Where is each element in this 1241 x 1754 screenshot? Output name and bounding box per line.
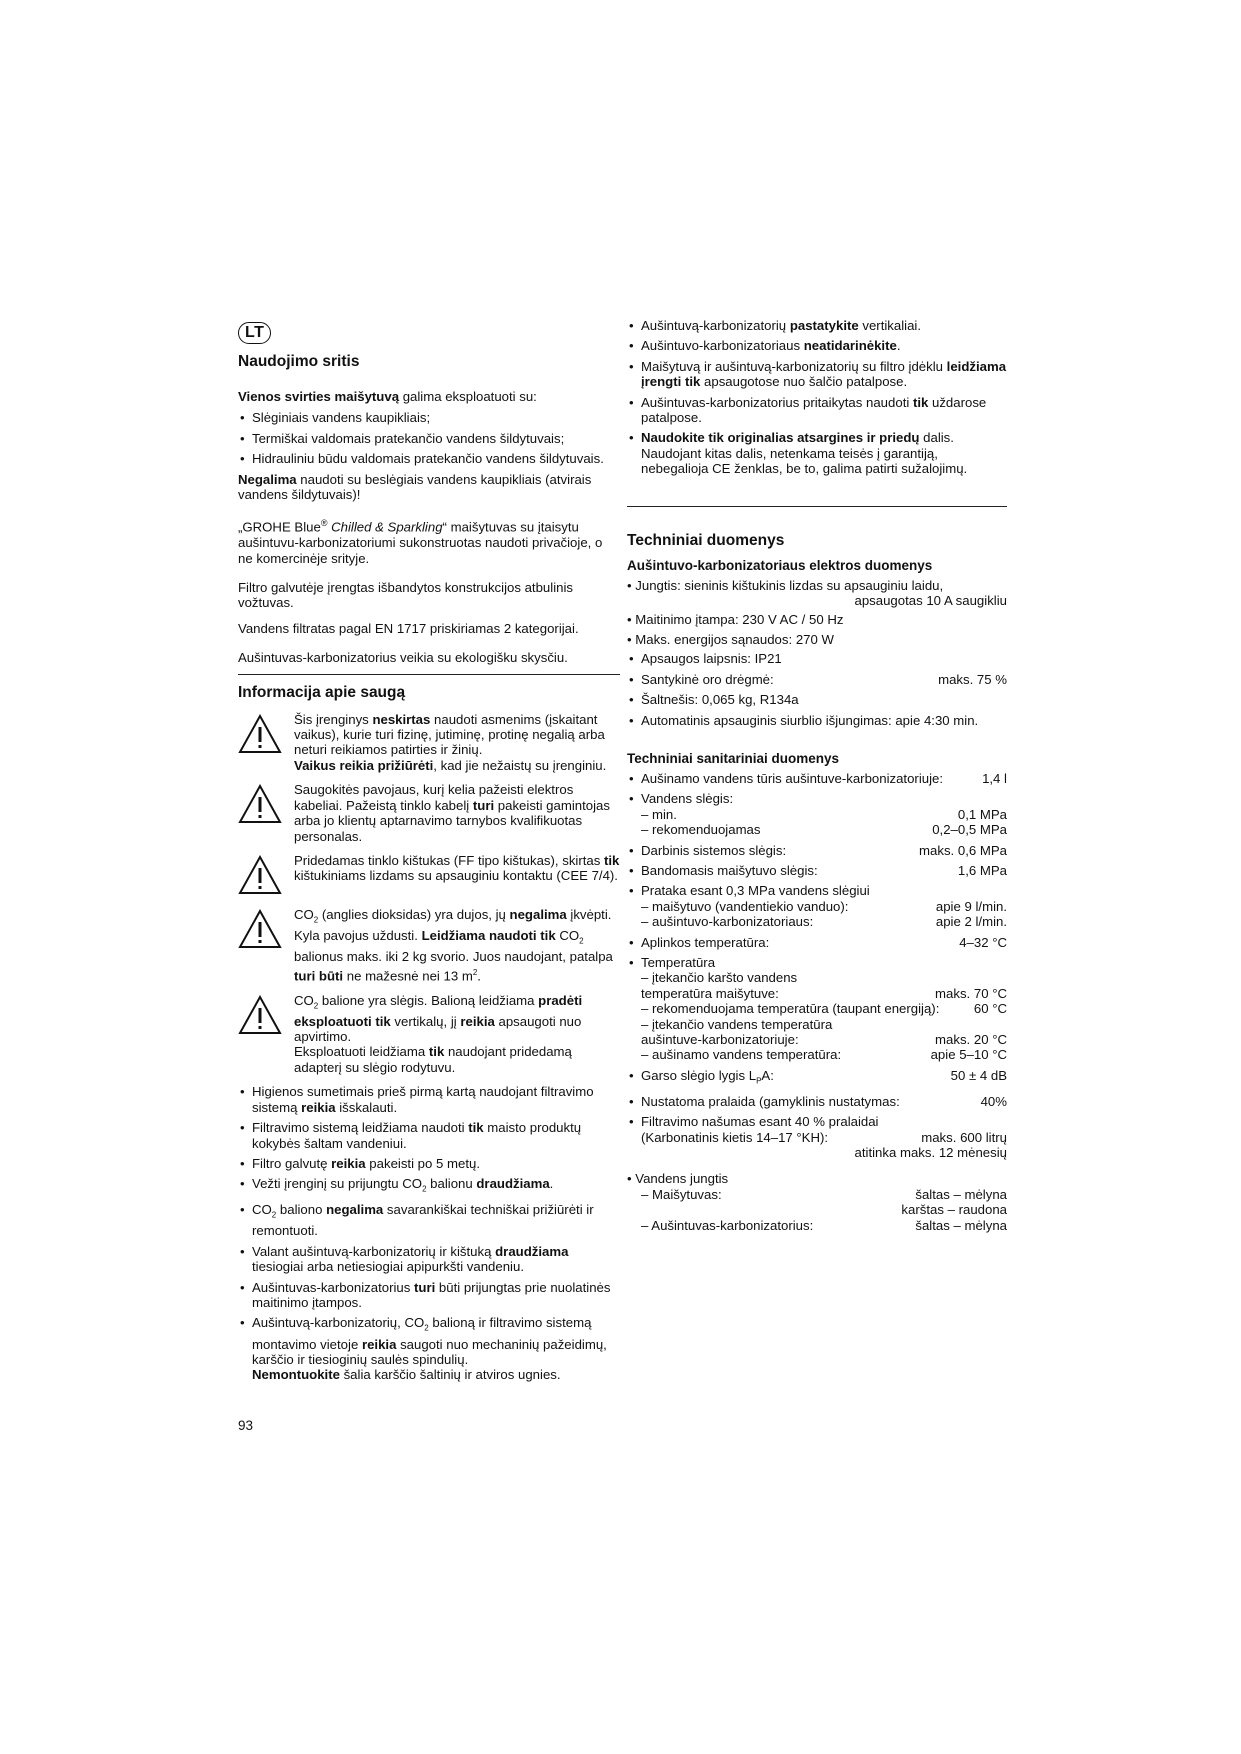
spec-line: apsaugotas 10 A saugikliu: [854, 593, 1007, 609]
list-item: • Hidrauliniu būdu valdomais pratekančio vandens šildytuvais.: [238, 451, 620, 466]
warning-icon: [238, 714, 282, 754]
spec-line: • Darbinis sistemos slėgis: maks. 0,6 MPa: [627, 843, 1007, 858]
list-item: • Higienos sumetimais prieš pirmą kartą naudojant filtravimo sistemą reikia išskalauti.: [238, 1084, 620, 1115]
spec-line: – Aušintuvas-karbonizatorius: šaltas – mėlyna: [641, 1217, 1007, 1233]
heading-safety: Informacija apie saugą: [238, 683, 406, 701]
list-item: • Termiškai valdomais pratekančio vandens šildytuvais;: [238, 431, 620, 446]
warning-icon: [238, 855, 282, 895]
eco-paragraph: Aušintuvas-karbonizatorius veikia su ekologišku skysčiu.: [238, 650, 568, 666]
intro-text: Vienos svirties maišytuvą galima eksploatuoti su:: [238, 389, 537, 404]
warning-icon: [238, 784, 282, 824]
spec-line: • Vandens jungtis: [627, 1171, 729, 1187]
warning-icon: [238, 909, 282, 949]
list-item: • Aušintuvas-karbonizatorius pritaikytas naudoti tik uždarose patalpose.: [627, 395, 1007, 426]
spec-line: • Bandomasis maišytuvo slėgis: 1,6 MPa: [627, 863, 1007, 878]
filter-paragraph: Filtro galvutėje įrengtas išbandytos konstrukcijos atbulinis vožtuvas.: [238, 580, 573, 611]
page-number: 93: [238, 1418, 254, 1433]
spec-line: – Maišytuvas: šaltas – mėlyna: [641, 1186, 1007, 1202]
list-item: • Filtro galvutę reikia pakeisti po 5 metų.: [238, 1156, 620, 1171]
spec-line: • Aplinkos temperatūra: 4–32 °C: [627, 935, 1007, 950]
list-item: • $CO_2$ baliono negalima savarankiškai techniškai prižiūrėti ir remontuoti.: [238, 1202, 620, 1238]
language-badge: LT: [238, 322, 271, 344]
list-item: • Maišytuvą ir aušintuvą-karbonizatorių su filtro įdėklu leidžiama įrengti tik apsaugotose nuo šalčio patalpose.: [627, 359, 1007, 390]
list-item: • Valant aušintuvą-karbonizatorių ir kištuką draudžiama tiesiogiai arba netiesiogiai apipurkšti vandeniu.: [238, 1244, 620, 1275]
right-column: [627, 318, 1007, 1233]
list-item: • Aušintuvo-karbonizatoriaus neatidarinėkite.: [627, 338, 1007, 353]
warning-block: Saugokitės pavojaus, kurį kelia pažeisti elektros kabeliai. Pažeistą tinklo kabelį turi pakeisti gamintojas arba jo klientų aptarnavimo tarnybos kvalifikuotas personalas.: [238, 782, 620, 844]
spec-line: • Garso slėgio lygis $L_PA$: 50 ± 4 dB: [627, 1068, 1007, 1089]
list-item: • Aušintuvas-karbonizatorius turi būti prijungtas prie nuolatinės maitinimo įtampos.: [238, 1280, 620, 1311]
list-item: • Naudokite tik originalias atsargines ir priedų dalis. Naudojant kitas dalis, netenkama teisės į garantiją, nebegalioja CE ženklas, be to, galima patirti sužalojimų.: [627, 430, 1007, 476]
en-paragraph: Vandens filtratas pagal EN 1717 priskiriamas 2 kategorijai.: [238, 620, 579, 636]
heading-technical: Techniniai duomenys: [627, 531, 785, 549]
spec-line: • Vandens slėgis: – min. 0,1 MPa – rekomenduojamas 0,2–0,5 MPa: [627, 791, 1007, 837]
list-item: • Vežti įrenginį su prijungtu $CO_2$ balionu draudžiama.: [238, 1176, 620, 1197]
spec-line: • Šaltnešis: 0,065 kg, R134a: [627, 692, 1007, 707]
heading-electrical: Aušintuvo-karbonizatoriaus elektros duomenys: [627, 557, 933, 573]
spec-line: • Nustatoma pralaida (gamyklinis nustatymas: 40%: [627, 1094, 1007, 1109]
spec-line: • Aušinamo vandens tūris aušintuve-karbonizatoriuje: 1,4 l: [627, 771, 1007, 786]
list-item: • Aušintuvą-karbonizatorių pastatykite vertikaliai.: [627, 318, 1007, 333]
warning-block: Šis įrenginys neskirtas naudoti asmenims (įskaitant vaikus), kurie turi fizinę, jutiminę, protinę negalią arba neturi reikiamos patirties ir žinių. Vaikus reikia prižiūrėti, kad jie nežaistų su įrenginiu.: [238, 712, 620, 774]
install-list: [627, 318, 1007, 477]
left-column: [238, 322, 620, 1388]
list-item: • Filtravimo sistemą leidžiama naudoti tik maisto produktų kokybės šaltam vandeniui.: [238, 1120, 620, 1151]
spec-line: • Maks. energijos sąnaudos: 270 W: [627, 631, 834, 647]
spec-line: • Filtravimo našumas esant 40 % pralaidai (Karbonatinis kietis 14–17 °KH): maks. 600 litrų atitinka maks. 12 mėnesių: [627, 1114, 1007, 1160]
spec-line: • Prataka esant 0,3 MPa vandens slėgiui – maišytuvo (vandentiekio vanduo): apie 9 l/min. – aušintuvo-karbonizatoriaus: apie 2 l/min.: [627, 883, 1007, 929]
spec-line: • Jungtis: sieninis kištukinis lizdas su apsauginiu laidu,: [627, 577, 944, 593]
use-list: [238, 410, 620, 466]
warning-block: $CO_2$ balione yra slėgis. Balioną leidžiama pradėti eksploatuoti tik vertikalų, jį reikia apsaugoti nuo apvirtimo. Eksploatuoti leidžiama tik naudojant pridedamą adapterį su slėgio rodytuvu.: [238, 993, 620, 1076]
heading-usage: Naudojimo sritis: [238, 353, 360, 370]
heading-sanitary: Techniniai sanitariniai duomenys: [627, 750, 840, 766]
spec-line: • Temperatūra – įtekančio karšto vandens temperatūra maišytuve: maks. 70 °C – rekomenduojama temperatūra (taupant energiją): 60 °C – įtekančio vandens temperatūra aušintuve-karbonizatoriuje: maks. 20 °C – aušinamo vandens temperatūra: apie 5–10 °C: [627, 955, 1007, 1063]
list-item: • Aušintuvą-karbonizatorių, $CO_2$ balioną ir filtravimo sistemą montavimo vietoje reikia saugoti nuo mechaninių pažeidimų, karščio ir tiesioginių saulės spindulių. Nemontuokite šalia karščio šaltinių ir atviros ugnies.: [238, 1315, 620, 1382]
spec-line: • Apsaugos laipsnis: IP21: [627, 651, 1007, 666]
spec-line: • Santykinė oro drėgmė: maks. 75 %: [627, 672, 1007, 687]
warning-icon: [238, 995, 282, 1035]
safety-list: [238, 1084, 620, 1382]
spec-line: • Automatinis apsauginis siurblio išjungimas: apie 4:30 min.: [627, 713, 1007, 728]
warning-block: $CO_2$ (anglies dioksidas) yra dujos, jų negalima įkvėpti. Kyla pavojus uždusti. Leidžiama naudoti tik $CO_2$ balionus maks. iki 2 kg svorio. Juos naudojant, patalpa turi būti ne mažesnė nei 13 $m^2$.: [238, 907, 620, 983]
warning-block: Pridedamas tinklo kištukas (FF tipo kištukas), skirtas tik kištukiniams lizdams su apsauginiu kontaktu (CEE 7/4).: [238, 853, 620, 898]
grohe-paragraph: „GROHE Blue® Chilled & Sparkling“ maišytuvas su įtaisytu aušintuvu-karbonizatoriumi sukonstruotas naudoti privačioje, o ne komercinėje srityje.: [238, 518, 603, 566]
negative-note: Negalima naudoti su beslėgiais vandens kaupikliais (atvirais vandens šildytuvais)!: [238, 471, 592, 503]
spec-line: karštas – raudona: [901, 1202, 1007, 1218]
spec-line: • Maitinimo įtampa: 230 V AC / 50 Hz: [627, 612, 844, 628]
list-item: • Slėginiais vandens kaupikliais;: [238, 410, 620, 425]
